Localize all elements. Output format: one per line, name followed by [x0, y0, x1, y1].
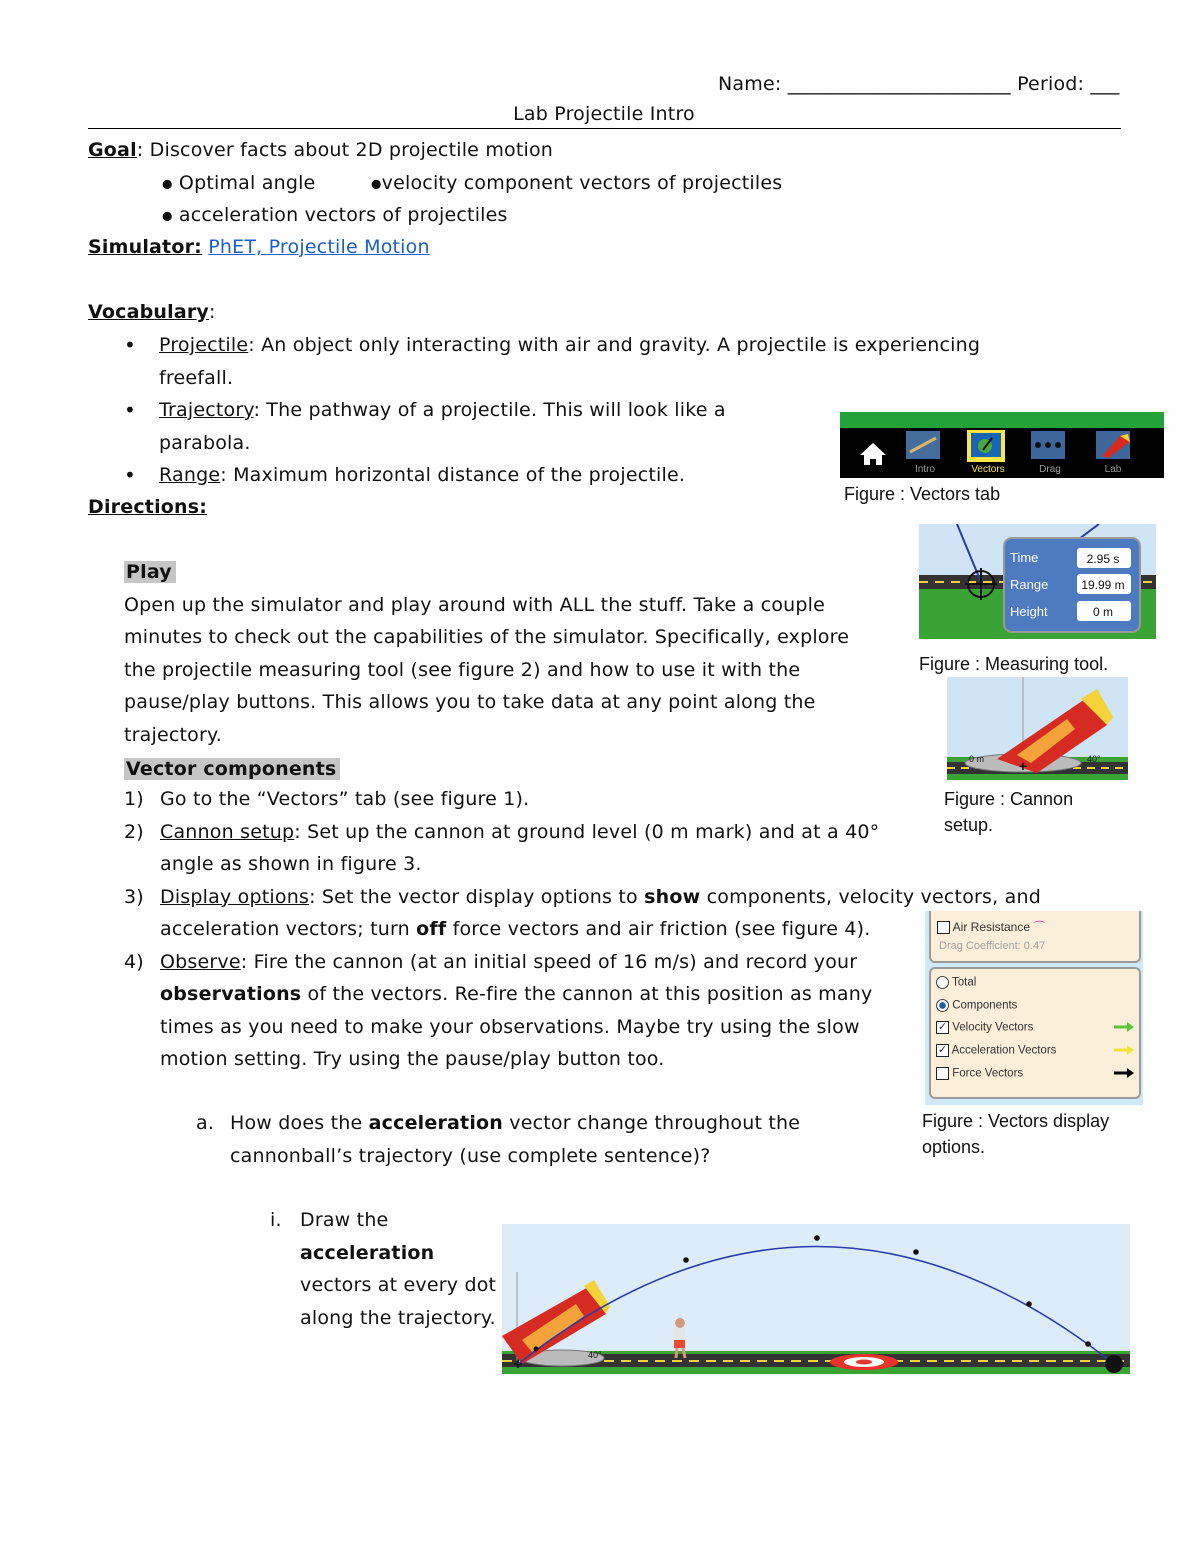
svg-text:Range: Range: [1010, 577, 1049, 592]
acceleration-checkbox[interactable]: ✓: [937, 1044, 948, 1056]
step-1: 1) Go to the “Vectors” tab (see figure 1).: [124, 788, 530, 810]
option-acceleration-vectors[interactable]: ✓ Acceleration Vectors: [937, 1044, 1057, 1057]
svg-text:Time: Time: [1010, 550, 1039, 565]
figure-vector-options: [925, 911, 1143, 1105]
figure-2-caption: Figure : Measuring tool.: [919, 654, 1109, 674]
svg-text:2.95 s: 2.95 s: [1086, 552, 1120, 566]
svg-text:19.99 m: 19.99 m: [1081, 578, 1125, 592]
tab-intro-label: Intro: [914, 464, 936, 475]
goal-text: : Discover facts about 2D projectile motion: [136, 139, 554, 161]
figure-1-caption: Figure : Vectors tab: [844, 484, 1001, 504]
name-blank[interactable]: _______________________: [787, 73, 1011, 95]
svg-text:+: +: [513, 1356, 523, 1373]
trajectory-angle-label: 40°: [588, 1350, 602, 1360]
goal-bullet-3: ● acceleration vectors of projectiles: [162, 204, 508, 226]
simulator-line: [88, 231, 430, 264]
tab-vectors-label: Vectors: [971, 464, 1005, 475]
tab-vectors[interactable]: [967, 430, 1005, 462]
total-radio[interactable]: [936, 976, 949, 989]
goal-line: [88, 134, 848, 167]
figure-3-caption: Figure : Cannon setup.: [944, 789, 1074, 835]
step-4: 4) Observe: Fire the cannon (at an initial speed of 16 m/s) and record your observations of the vectors. Re-fire the cannon at this position as many times as you need to make your observations. Maybe try using the slow motion setting. Try using the pause/play button too.: [124, 950, 873, 1070]
figure-cannon-setup: [947, 677, 1128, 780]
directions-heading: Directions:: [88, 496, 208, 518]
play-section: [124, 556, 869, 786]
tab-lab-label: Lab: [1104, 464, 1122, 475]
vocabulary-heading: Vocabulary:: [88, 301, 216, 323]
option-total[interactable]: Total: [936, 976, 976, 989]
figure-vectors-tab: [840, 412, 1164, 478]
vector-color-arrows: [1113, 1019, 1135, 1091]
force-arrow-icon: [1114, 1068, 1134, 1078]
measuring-tool-scene: [919, 524, 1156, 639]
target-icon: [830, 1354, 898, 1370]
tab-drag-label: Drag: [1039, 464, 1061, 475]
figure-4-caption: Figure : Vectors display options.: [922, 1111, 1110, 1157]
vocab-item-projectile: • Projectile: An object only interacting with air and gravity. A projectile is experiencing freefall.: [124, 329, 1039, 394]
phet-nav-bar: [840, 412, 1164, 478]
drag-coefficient: Drag Coefficient: 0.47: [939, 940, 1046, 952]
figure-trajectory: [502, 1224, 1130, 1374]
figure-measuring-tool: [919, 524, 1156, 639]
air-resistance-checkbox[interactable]: [937, 921, 950, 934]
tab-intro[interactable]: [906, 431, 940, 459]
goal-label: Goal: [88, 139, 137, 161]
simulator-label: Simulator:: [88, 236, 202, 258]
acceleration-arrow-icon: [1114, 1045, 1134, 1055]
components-radio[interactable]: [936, 999, 949, 1012]
velocity-checkbox[interactable]: ✓: [937, 1021, 948, 1033]
svg-text:Height: Height: [1010, 604, 1048, 619]
air-resistance-panel: [929, 911, 1141, 963]
vocab-item-range: • Range: Maximum horizontal distance of the projectile.: [124, 459, 1044, 492]
air-resistance-row[interactable]: Air Resistance ⌒: [937, 918, 1045, 935]
trajectory-scene: [502, 1224, 1130, 1374]
step-3: 3) Display options: Set the vector display options to show components, velocity vectors, and acceleration vectors; turn off force vectors and air friction (see figure 4).: [124, 885, 1041, 940]
option-force-vectors[interactable]: Force Vectors: [936, 1067, 1023, 1080]
question-a: a. How does the acceleration vector change throughout the cannonball’s trajectory (use complete sentence)?: [196, 1112, 801, 1167]
force-checkbox[interactable]: [936, 1067, 949, 1080]
play-heading: Play: [124, 561, 176, 583]
cannon-setup-scene: [947, 677, 1128, 780]
step-2: 2) Cannon setup: Set up the cannon at ground level (0 m mark) and at a 40° angle as shown in figure 3.: [124, 820, 880, 875]
tab-lab[interactable]: [1096, 431, 1130, 459]
goal-bullet-1: ● Optimal angle: [162, 172, 316, 194]
svg-text:+: +: [1018, 758, 1028, 774]
question-i: i. Draw the acceleration vectors at every dot along the trajectory.: [270, 1209, 497, 1329]
period-blank[interactable]: ___: [1090, 73, 1120, 95]
vector-options-panel: [929, 967, 1141, 1099]
air-resistance-icon: ⌒: [1033, 920, 1046, 934]
goal-bullet-2: ●velocity component vectors of projectiles: [371, 172, 783, 194]
name-label: Name:: [718, 73, 782, 95]
vector-components-heading: Vector components: [124, 758, 340, 780]
angle-label: 40°: [1087, 754, 1101, 764]
option-components[interactable]: Components: [936, 999, 1017, 1012]
cannonball: [1105, 1355, 1123, 1373]
option-velocity-vectors[interactable]: ✓ Velocity Vectors: [937, 1021, 1034, 1034]
page-title: Lab Projectile Intro: [513, 103, 695, 125]
header-rule: [88, 128, 1121, 129]
play-text: Open up the simulator and play around with ALL the stuff. Take a couple minutes to check out the capabilities of the simulator. Specifically, explore the projectile measuring tool (see figure 2) and how to use it with the pause/play buttons. This allows you to take data at any point along the trajectory.: [124, 593, 850, 746]
svg-text:0 m: 0 m: [1092, 605, 1114, 619]
goal-section: [88, 134, 848, 167]
zero-label: 0 m: [969, 754, 985, 764]
velocity-arrow-icon: [1114, 1022, 1134, 1032]
phet-link[interactable]: PhET, Projectile Motion: [208, 236, 430, 258]
tab-drag[interactable]: [1031, 431, 1065, 459]
period-label: Period:: [1017, 73, 1085, 95]
vocab-item-trajectory: • Trajectory: The pathway of a projectile. This will look like a parabola.: [124, 394, 789, 459]
name-line: [718, 68, 1119, 101]
